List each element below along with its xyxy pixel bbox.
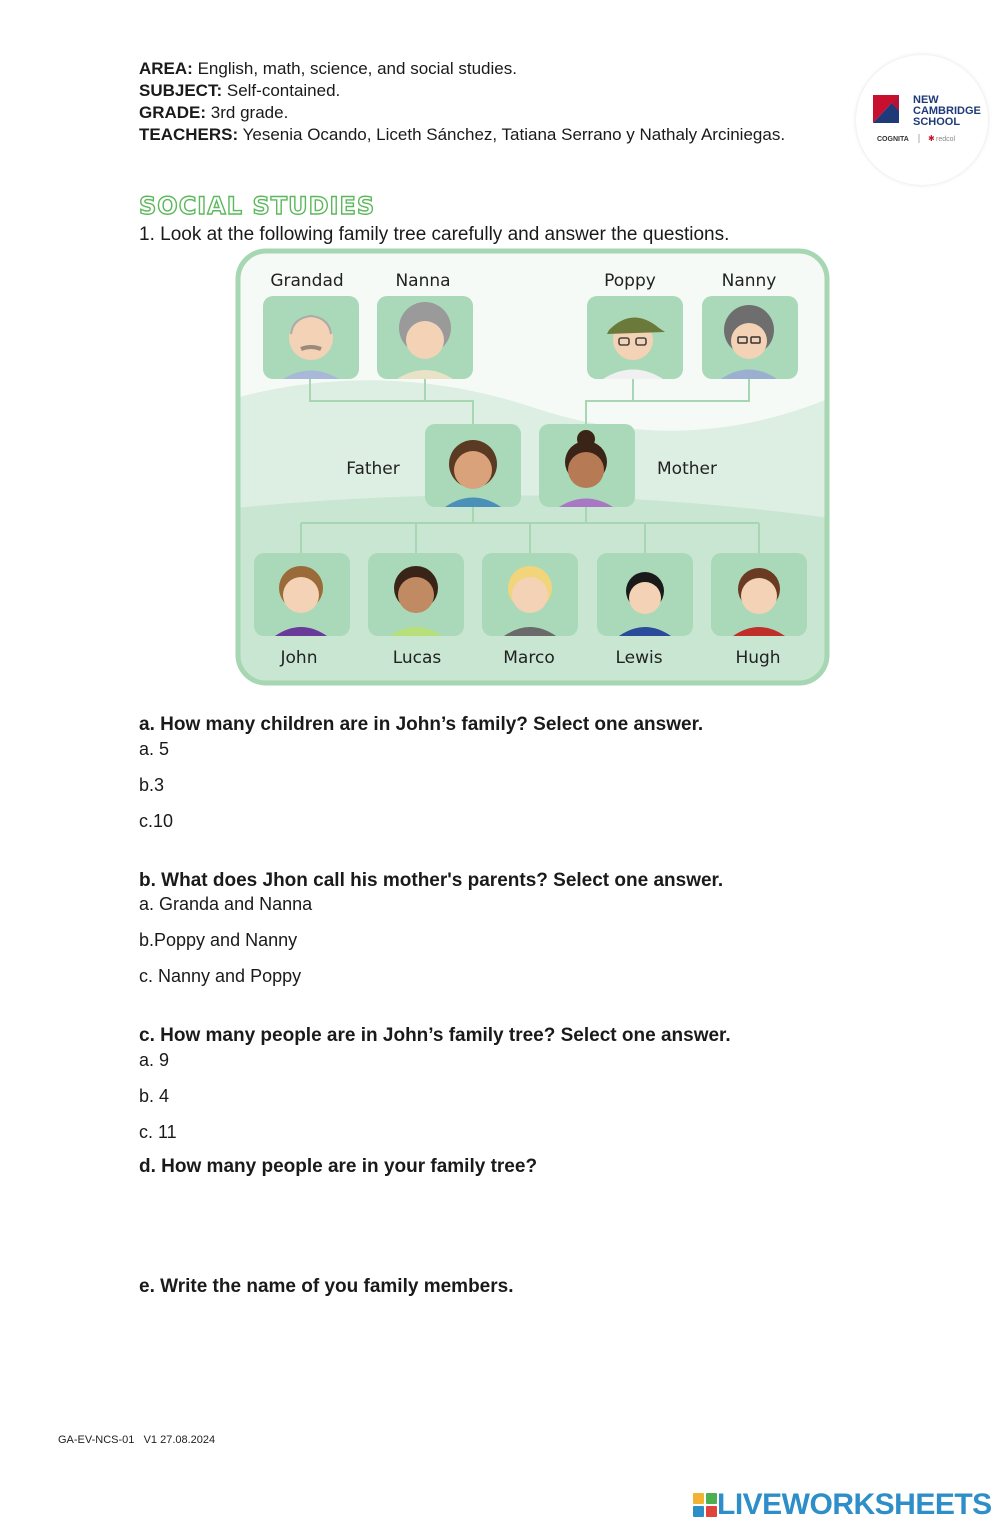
lucas-portrait xyxy=(368,553,464,636)
logo-partner2: redcol xyxy=(936,136,956,143)
label-nanna: Nanna xyxy=(395,271,451,291)
label-hugh: Hugh xyxy=(735,648,781,668)
logo-line1: NEW xyxy=(913,94,939,106)
question-b-option-3[interactable]: c. Nanny and Poppy xyxy=(139,966,302,986)
question-b-option-1[interactable]: a. Granda and Nanna xyxy=(139,894,313,914)
logo-line3: SCHOOL xyxy=(913,116,961,128)
section-title: SOCIAL STUDIES xyxy=(139,192,376,220)
question-a-option-2[interactable]: b.3 xyxy=(139,775,165,795)
hugh-portrait xyxy=(711,553,807,636)
label-john: John xyxy=(280,648,318,668)
john-portrait xyxy=(254,553,350,636)
label-lewis: Lewis xyxy=(615,648,663,668)
subject-label: SUBJECT: xyxy=(139,81,223,100)
question-a-option-3[interactable]: c.10 xyxy=(139,811,174,831)
instruction-text: 1. Look at the following family tree carefully and answer the questions. xyxy=(139,224,730,245)
teachers-value: Yesenia Ocando, Liceth Sánchez, Tatiana Serrano y Nathaly Arciniegas. xyxy=(242,125,786,144)
poppy-portrait xyxy=(587,296,683,379)
lewis-portrait xyxy=(597,553,693,636)
label-lucas: Lucas xyxy=(392,648,442,668)
area-value: English, math, science, and social studies. xyxy=(197,59,517,78)
teachers-label: TEACHERS: xyxy=(139,125,239,144)
grade-label: GRADE: xyxy=(139,103,207,122)
question-c: c. How many people are in John’s family tree? Select one answer. xyxy=(139,1025,731,1046)
question-e: e. Write the name of you family members. xyxy=(139,1276,514,1297)
area-label: AREA: xyxy=(139,59,193,78)
mother-portrait xyxy=(539,424,635,507)
question-b: b. What does Jhon call his mother's parents? Select one answer. xyxy=(139,870,724,891)
question-d: d. How many people are in your family tree? xyxy=(139,1156,538,1177)
svg-text:✱: ✱ xyxy=(928,134,935,143)
school-logo xyxy=(856,55,988,185)
document-code: GA-EV-NCS-01 V1 27.08.2024 xyxy=(58,1434,216,1446)
logo-partner1: COGNITA xyxy=(877,136,909,143)
family-tree xyxy=(235,248,830,686)
liveworksheets-brand xyxy=(693,1488,992,1522)
grade-value: 3rd grade. xyxy=(210,103,289,122)
marco-portrait xyxy=(482,553,578,636)
question-a-option-1[interactable]: a. 5 xyxy=(139,739,170,759)
label-father: Father xyxy=(346,459,400,479)
question-a: a. How many children are in John’s family? Select one answer. xyxy=(139,714,704,735)
nanny-portrait xyxy=(702,296,798,379)
label-poppy: Poppy xyxy=(604,271,656,291)
question-c-option-1[interactable]: a. 9 xyxy=(139,1050,170,1070)
question-b-option-2[interactable]: b.Poppy and Nanny xyxy=(139,930,298,950)
label-mother: Mother xyxy=(657,459,717,479)
question-c-option-2[interactable]: b. 4 xyxy=(139,1086,170,1106)
liveworksheets-logo-icon xyxy=(693,1493,717,1517)
nanna-portrait xyxy=(377,296,473,379)
logo-line2: CAMBRIDGE xyxy=(913,105,981,117)
father-portrait xyxy=(425,424,521,507)
label-marco: Marco xyxy=(503,648,555,668)
subject-value: Self-contained. xyxy=(226,81,341,100)
liveworksheets-wordmark: LIVEWORKSHEETS xyxy=(717,1488,992,1521)
label-grandad: Grandad xyxy=(270,271,344,291)
question-c-option-3[interactable]: c. 11 xyxy=(139,1122,177,1142)
school-logo-graphic xyxy=(856,55,988,185)
label-nanny: Nanny xyxy=(721,271,777,291)
grandad-portrait xyxy=(263,296,359,379)
header-info xyxy=(139,58,829,146)
